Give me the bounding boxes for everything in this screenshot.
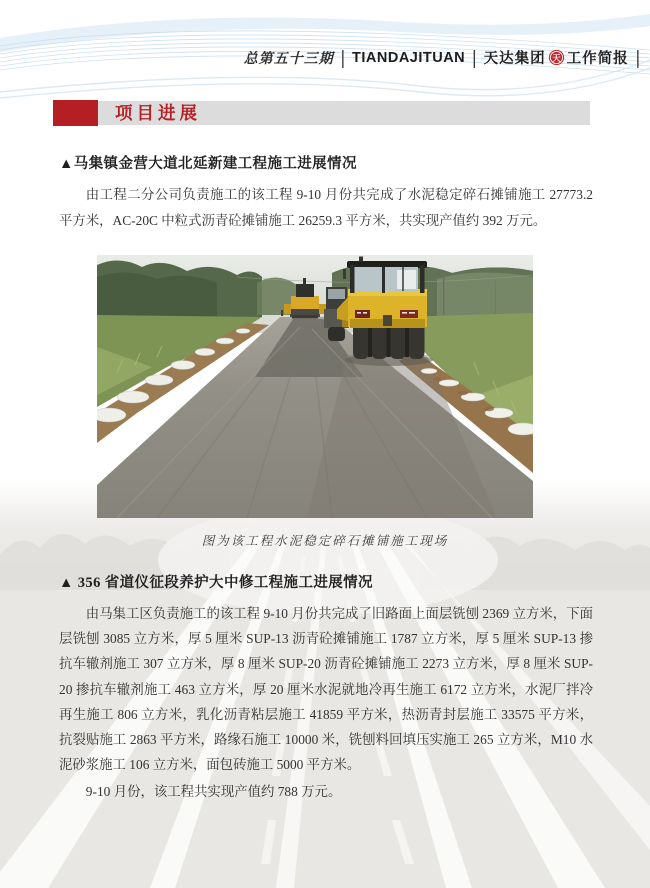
article1-body: 由工程二分公司负责施工的该工程 9-10 月份共完成了水泥稳定碎石摊铺施工 27773.2 平方米，AC-20C 中粒式沥青砼摊铺施工 26259.3 平方米，共实现产值约 392 万元。 (59, 187, 593, 228)
issue-number: 总第五十三期 (243, 50, 334, 67)
construction-photo (97, 255, 533, 518)
article2-body-2: 9-10 月份，该工程共实现产值约 788 万元。 (85, 784, 342, 800)
tianda-logo-icon (548, 49, 565, 66)
section-title: 项目进展 (115, 103, 201, 123)
article-356-provincial-road (59, 571, 593, 805)
article2-heading: ▲ 356 省道仪征段养护大中修工程施工进展情况 (59, 575, 373, 591)
section-banner (53, 101, 590, 125)
header-separator: | (340, 46, 346, 68)
brand-latin: TIANDAJITUAN (352, 49, 466, 66)
brand-chinese: 天达集团 (483, 51, 546, 67)
svg-text:天: 天 (551, 52, 561, 63)
report-title: 工作简报 (566, 51, 629, 67)
page-header (244, 47, 640, 68)
photo-caption: 图为该工程水泥稳定碎石摊铺施工现场 (201, 533, 449, 548)
header-separator: | (635, 46, 640, 68)
article1-heading: ▲马集镇金营大道北延新建工程施工进展情况 (59, 156, 357, 172)
brand-group (484, 47, 629, 68)
article2-body-1: 由马集工区负责施工的该工程 9-10 月份共完成了旧路面上面层铣刨 2369 立方米，下面层铣刨 3085 立方米，厚 5 厘米 SUP-13 沥青砼摊铺施工 1787 立方米，厚 5 厘米 SUP-13 掺抗车辙剂施工 307 立方米，厚 8 厘米 SUP-20 沥青砼摊铺施工 2273 立方米，厚 8 厘米 SUP-20 掺抗车辙剂施工 463 立方米，厚 20 厘米水泥就地冷再生施工 6172 立方米，水泥厂拌冷再生施工 806 立方米，乳化沥青粘层施工 41859 平方米，热沥青封层施工 33575 平方米，抗裂贴施工 2863 平方米，路缘石施工 10000 米，铣刨料回填压实施工 265 立方米，M10 水泥砂浆施工 106 立方米，面包砖施工 5000 平方米。 (59, 606, 593, 773)
article-majizhen (59, 152, 593, 234)
header-separator: | (472, 46, 477, 68)
banner-red-block (53, 100, 98, 126)
